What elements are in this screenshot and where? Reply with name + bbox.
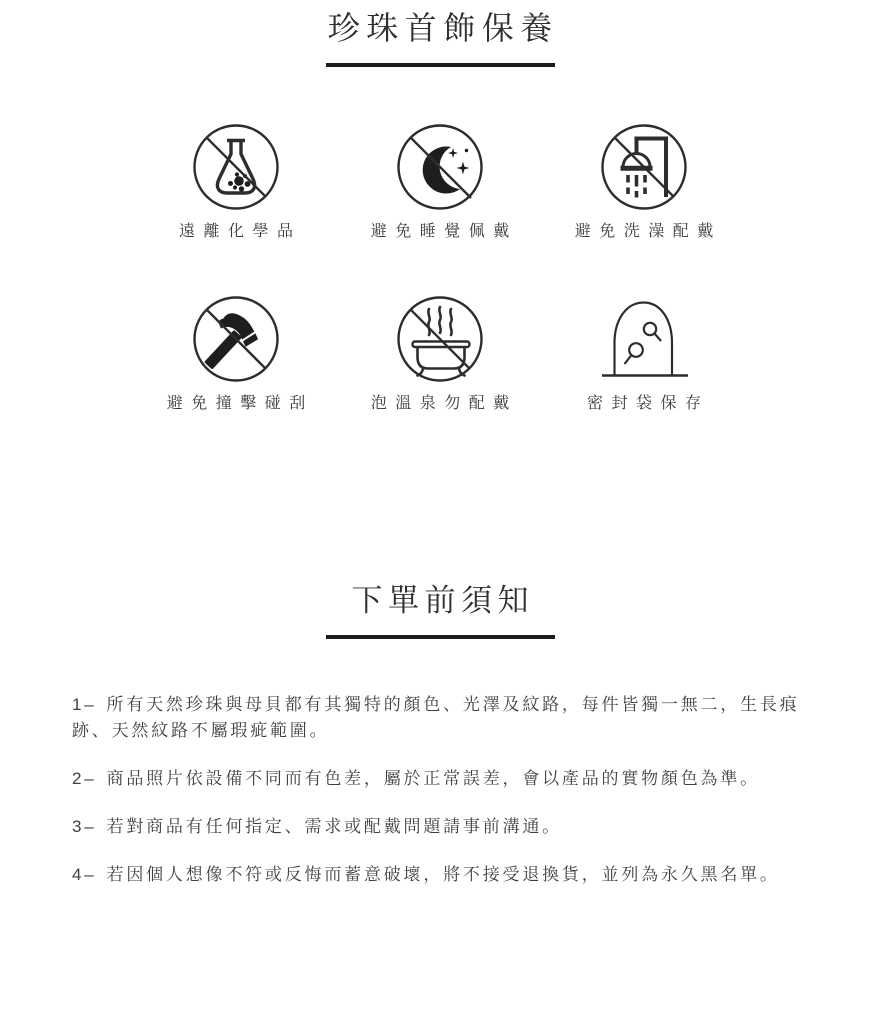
notice-item-text: 若對商品有任何指定、需求或配戴問題請事前溝通。 — [106, 817, 562, 837]
no-hot-spring-icon — [396, 295, 484, 383]
care-item-no-sleeping — [338, 123, 542, 242]
no-sleeping-icon — [396, 123, 484, 211]
no-impact-icon — [192, 295, 280, 383]
no-chemicals-icon — [192, 123, 280, 211]
notice-item-text: 所有天然珍珠與母貝都有其獨特的顏色、光澤及紋路，每件皆獨一無二，生長痕跡、天然紋路不屬瑕疵範圍。 — [72, 695, 800, 741]
care-item-label: 密封袋保存 — [586, 395, 710, 413]
notice-item-number: 1– — [72, 695, 97, 715]
notice-title-underline — [326, 635, 555, 639]
notice-item-number: 3– — [72, 817, 97, 837]
notice-list — [72, 692, 825, 888]
sealed-bag-icon — [600, 295, 688, 383]
care-item-label: 避免洗澡配戴 — [574, 223, 722, 241]
notice-item-text: 商品照片依設備不同而有色差，屬於正常誤差，會以產品的實物顏色為準。 — [106, 769, 760, 789]
care-item-label: 避免睡覺佩戴 — [370, 223, 518, 241]
notice-item-number: 2– — [72, 769, 97, 789]
care-item-no-chemicals — [134, 123, 338, 242]
care-item-sealed-bag — [542, 295, 746, 414]
care-item-label: 遠離化學品 — [178, 223, 302, 241]
care-section — [0, 11, 880, 414]
notice-item-3 — [72, 814, 825, 840]
care-item-label: 避免撞擊碰刮 — [166, 395, 314, 413]
care-title-underline — [326, 63, 555, 67]
care-item-no-hot-spring — [338, 295, 542, 414]
care-item-no-impact — [134, 295, 338, 414]
care-title: 珍珠首飾保養 — [327, 10, 559, 46]
care-item-no-shower — [542, 123, 746, 242]
notice-item-text: 若因個人想像不符或反悔而蓄意破壞，將不接受退換貨，並列為永久黑名單。 — [106, 865, 780, 885]
notice-item-4 — [72, 862, 825, 888]
care-icon-grid — [0, 123, 880, 414]
no-shower-icon — [600, 123, 688, 211]
care-item-label: 泡溫泉勿配戴 — [370, 395, 518, 413]
notice-item-2 — [72, 766, 825, 792]
notice-item-number: 4– — [72, 865, 97, 885]
notice-title: 下單前須知 — [351, 583, 534, 619]
notice-section — [0, 584, 880, 888]
notice-item-1 — [72, 692, 825, 744]
